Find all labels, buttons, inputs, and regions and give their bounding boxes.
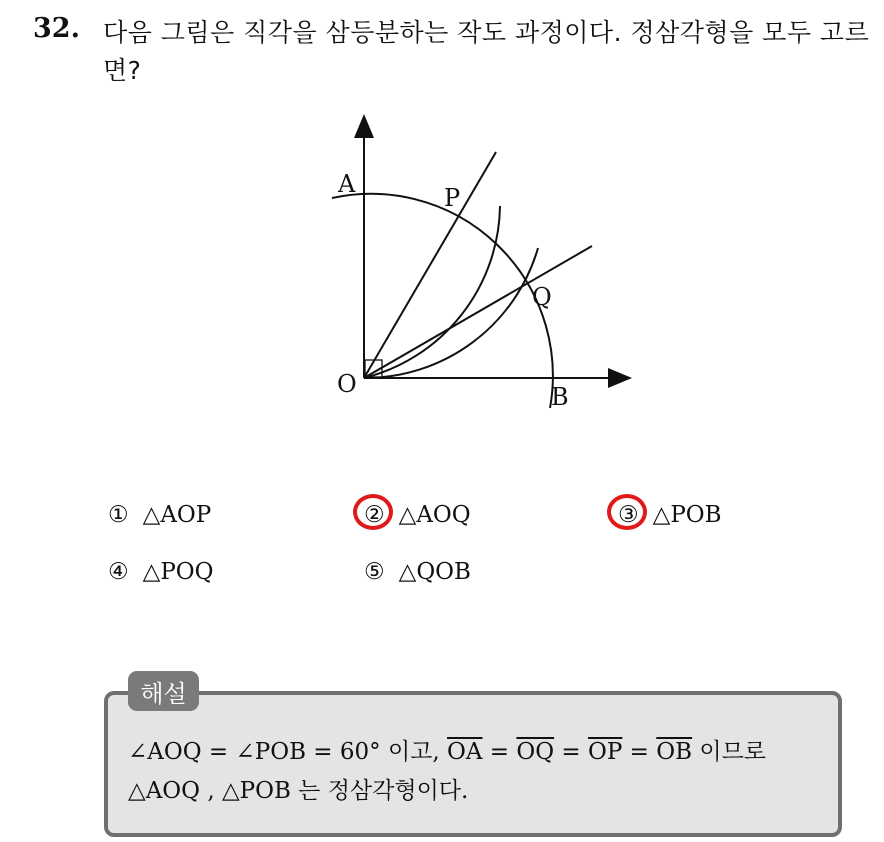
answer-circle-mark — [353, 494, 393, 530]
ray-oq — [364, 246, 592, 378]
choice-1-text: △AOP — [142, 502, 212, 528]
explanation-tag: 해설 — [128, 671, 199, 711]
construction-figure — [318, 108, 638, 418]
choice-4-number: ④ — [108, 559, 129, 585]
choice-2-text: △AOQ — [398, 502, 471, 528]
segment-ob: $\overline{OB}$ — [656, 739, 693, 765]
segment-oq: $\overline{OQ}$ — [516, 739, 555, 765]
explanation-angles: ∠AOQ = ∠POB = 60° 이고, — [128, 739, 448, 765]
label-a: A — [338, 170, 356, 198]
explanation-line-1 — [128, 733, 766, 766]
choice-3[interactable] — [618, 502, 722, 528]
label-o: O — [337, 370, 357, 398]
label-b: B — [551, 383, 569, 411]
ray-op — [364, 152, 496, 378]
answer-circle-mark — [607, 494, 647, 530]
choice-2-number — [364, 502, 385, 528]
label-p: P — [444, 184, 461, 212]
equals-sign: = — [482, 739, 517, 765]
arc-from-b — [364, 248, 538, 378]
choice-3-text: △POB — [652, 502, 722, 528]
question-number: 32. — [33, 13, 80, 44]
arc-from-a — [364, 206, 500, 378]
choice-1[interactable] — [108, 502, 211, 528]
choice-4-text: △POQ — [142, 559, 214, 585]
segment-oa: $\overline{OA}$ — [447, 739, 483, 765]
segment-op: $\overline{OP}$ — [588, 739, 623, 765]
explanation-conjunction: 이므로 — [692, 739, 767, 765]
question-text: 다음 그림은 직각을 삼등분하는 작도 과정이다. 정삼각형을 모두 고르면? — [103, 18, 870, 85]
choice-2[interactable] — [364, 502, 471, 528]
choice-5-text: △QOB — [398, 559, 471, 585]
explanation-line-2: △AOQ , △POB 는 정삼각형이다. — [128, 778, 469, 804]
equals-sign: = — [622, 739, 657, 765]
choice-1-number: ① — [108, 502, 129, 528]
choice-4[interactable] — [108, 559, 214, 585]
choice-3-number — [618, 502, 639, 528]
choice-5[interactable] — [364, 559, 471, 585]
choice-5-number: ⑤ — [364, 559, 385, 585]
label-q: Q — [532, 283, 552, 311]
choice-3-number-text: ③ — [618, 502, 639, 528]
choice-2-number-text: ② — [364, 502, 385, 528]
equals-sign: = — [554, 739, 589, 765]
